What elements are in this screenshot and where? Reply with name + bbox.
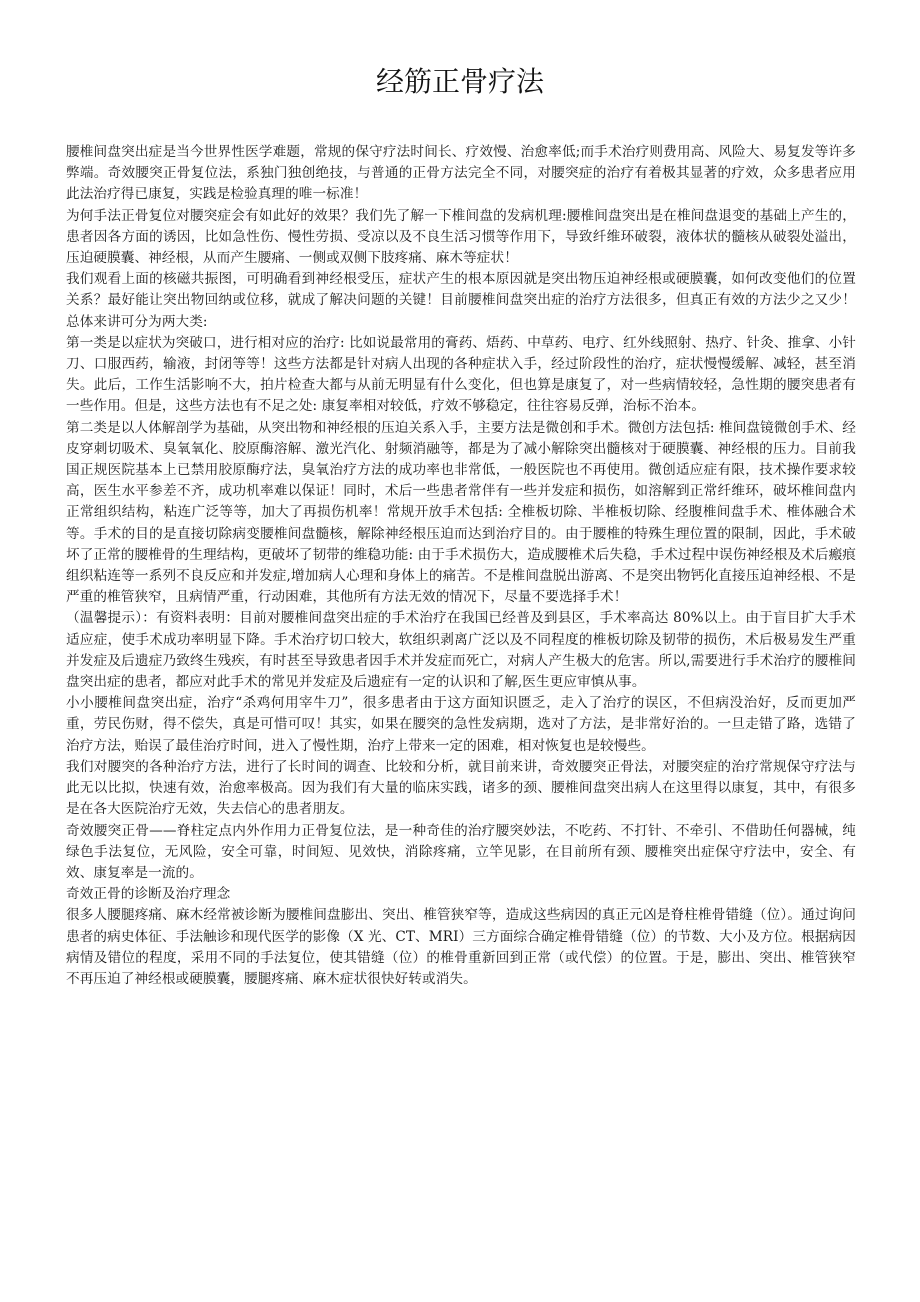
paragraph-mri: 我们观看上面的核磁共振图，可明确看到神经根受压，症状产生的根本原因就是突出物压迫神经根或硬膜囊，如何改变他们的位置关系？最好能让突出物回纳或位移，就成了解决问题的关键！目前腰椎间盘突出症的治疗方法很多，但真正有效的方法少之又少！总体来讲可分为两大类:	[66, 271, 856, 330]
paragraph-diagnosis: 很多人腰腿疼痛、麻木经常被诊断为腰椎间盘膨出、突出、椎管狭窄等，造成这些病因的真正元凶是脊柱椎骨错缝（位）。通过询问患者的病史体征、手法触诊和现代医学的影像（X 光、CT、MRI）三方面综合确定椎骨错缝（位）的节数、大小及方位。根据病因病情及错位的程度，采用不同的手法复位，使其错缝（位）的椎骨重新回到正常（或代偿）的位置。于是，膨出、突出、椎管狭窄不再压迫了神经根或硬膜囊，腰腿疼痛、麻木症状很快好转或消失。	[66, 907, 856, 987]
document-title: 经筋正骨疗法	[375, 65, 544, 98]
section-heading: 奇效正骨的诊断及治疗理念	[66, 886, 231, 903]
paragraph-mechanism: 为何手法正骨复位对腰突症会有如此好的效果？我们先了解一下椎间盘的发病机理:腰椎间盘突出是在椎间盘退变的基础上产生的，患者因各方面的诱因，比如急性伤、慢性劳损、受凉以及不良生活习惯等作用下，导致纤维环破裂，液体状的髓核从破裂处溢出，压迫硬膜囊、神经根，从而产生腰痛、一侧或双侧下肢疼痛、麻木等症状！	[66, 207, 856, 267]
document-body	[66, 142, 856, 990]
paragraph-warm-tip: （温馨提示）：有资料表明：目前对腰椎间盘突出症的手术治疗在我国已经普及到县区，手术率高达 80%以上。由于盲目扩大手术适应症，使手术成功率明显下降。手术治疗切口较大，软组织剥离广泛以及不同程度的椎板切除及韧带的损伤，术后极易发生严重并发症及后遗症乃致终生残疾，有时甚至导致患者因手术并发症而死亡，对病人产生极大的危害。所以,需要进行手术治疗的腰椎间盘突出症的患者，都应对此手术的常见并发症及后遗症有一定的认识和了解,医生更应审慎从事。	[66, 610, 856, 691]
paragraph-category-one: 第一类是以症状为突破口，进行相对应的治疗: 比如说最常用的膏药、焐药、中草药、电疗、红外线照射、热疗、针灸、推拿、小针刀、口服西药，输液，封闭等等！这些方法都是针对病人出现的各种症状入手，经过阶段性的治疗，症状慢慢缓解、减轻，甚至消失。此后，工作生活影响不大，拍片检查大都与从前无明显有什么变化，但也算是康复了，对一些病情较轻，急性期的腰突患者有一些作用。但是，这些方法也有不足之处: 康复率相对较低，疗效不够稳定，往往容易反弹，治标不治本。	[66, 334, 856, 415]
paragraph-intro: 腰椎间盘突出症是当今世界性医学难题，常规的保守疗法时间长、疗效慢、治愈率低;而手术治疗则费用高、风险大、易复发等许多弊端。奇效腰突正骨复位法，系独门独创绝技，与普通的正骨方法完全不同，对腰突症的治疗有着极其显著的疗效，众多患者应用此法治疗得已康复，实践是检验真理的唯一标准！	[66, 144, 856, 203]
paragraph-misconception: 小小腰椎间盘突出症，治疗“杀鸡何用宰牛刀”，很多患者由于这方面知识匮乏，走入了治疗的误区，不但病没治好，反而更加严重，劳民伤财，得不偿失，真是可惜可叹！其实，如果在腰突的急性发病期，选对了方法，是非常好治的。一旦走错了路，选错了治疗方法，贻误了最佳治疗时间，进入了慢性期，治疗上带来一定的困难，相对恢复也是较慢些。	[66, 695, 856, 754]
paragraph-research: 我们对腰突的各种治疗方法，进行了长时间的调查、比较和分析，就目前来讲，奇效腰突正骨法，对腰突症的治疗常规保守疗法与此无以比拟，快速有效，治愈率极高。因为我们有大量的临床实践，诸多的颈、腰椎间盘突出病人在这里得以康复，其中，有很多是在各大医院治疗无效，失去信心的患者朋友。	[66, 758, 856, 818]
paragraph-method: 奇效腰突正骨——脊柱定点内外作用力正骨复位法，是一种奇佳的治疗腰突妙法，不吃药、不打针、不牵引、不借助任何器械，纯绿色手法复位，无风险，安全可靠，时间短、见效快，消除疼痛，立竿见影，在目前所有颈、腰椎突出症保守疗法中，安全、有效、康复率是一流的。	[66, 822, 856, 881]
paragraph-category-two: 第二类是以人体解剖学为基础，从突出物和神经根的压迫关系入手，主要方法是微创和手术。微创方法包括: 椎间盘镜微创手术、经皮穿刺切吸术、臭氧氧化、胶原酶溶解、激光汽化、射频消融等，都是为了减小解除突出髓核对于硬膜囊、神经根的压力。目前我国正规医院基本上已禁用胶原酶疗法，臭氧治疗方法的成功率也非常低，一般医院也不再使用。微创适应症有限，技术操作要求较高，医生水平参差不齐，成功机率难以保证！同时，术后一些患者常伴有一些并发症和损伤，如溶解到正常纤维环，破坏椎间盘内正常组织结构，粘连广泛等等，加大了再损伤机率！常规开放手术包括: 全椎板切除、半椎板切除、经腹椎间盘手术、椎体融合术等。手术的目的是直接切除病变腰椎间盘髓核，解除神经根压迫而达到治疗目的。由于腰椎的特殊生理位置的限制，因此，手术破坏了正常的腰椎骨的生理结构，更破坏了韧带的维稳功能: 由于手术损伤大，造成腰椎术后失稳，手术过程中误伤神经根及术后瘢痕组织粘连等一系列不良反应和并发症,增加病人心理和身体上的痛苦。不是椎间盘脱出游离、不是突出物钙化直接压迫神经根、不是严重的椎管狭窄，且病情严重，行动困难，其他所有方法无效的情况下，尽量不要选择手术！	[66, 419, 856, 606]
